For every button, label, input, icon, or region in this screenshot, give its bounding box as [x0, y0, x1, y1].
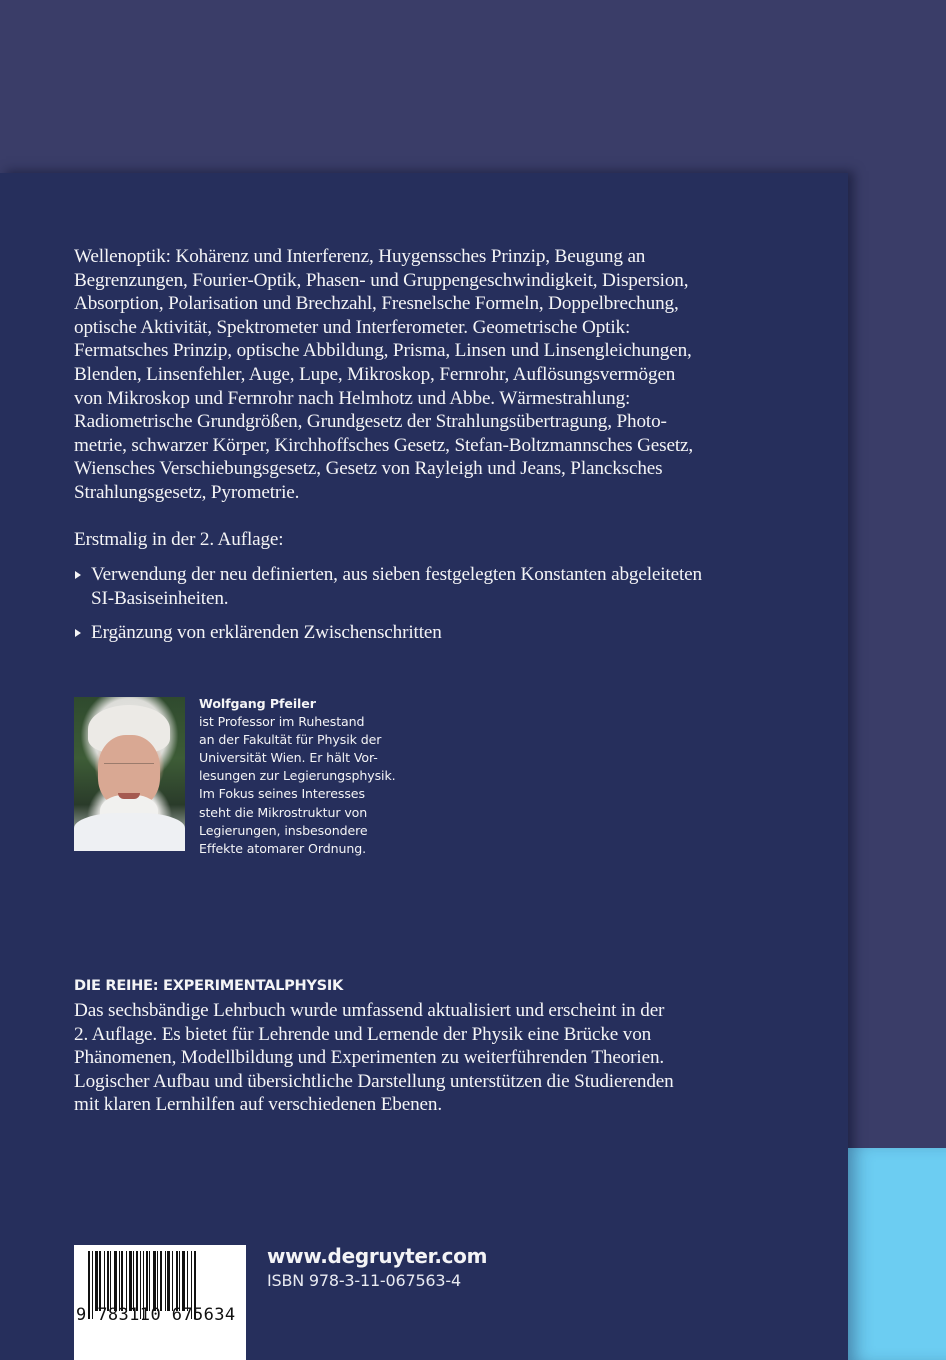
- description-line: metrie, schwarzer Körper, Kirchhoffsches Gesetz, Stefan-Boltzmannsches Gesetz,: [74, 434, 694, 456]
- isbn-label: ISBN 978-3-11-067563-4: [267, 1271, 461, 1290]
- list-item-text: SI-Basiseinheiten.: [91, 587, 229, 609]
- new-edition-heading: Erstmalig in der 2. Auflage:: [74, 529, 284, 550]
- author-bio-line: Im Fokus seines Interesses: [199, 786, 365, 802]
- author-photo: [74, 697, 185, 851]
- series-line: 2. Auflage. Es bietet für Lehrende und Lernende der Physik eine Brücke von: [74, 1023, 652, 1045]
- description-line: Radiometrische Grundgrößen, Grundgesetz der Strahlungsübertragung, Photo-: [74, 411, 667, 433]
- photo-mouth: [118, 793, 140, 799]
- series-line: Phänomenen, Modellbildung und Experimenten zu weiterführenden Theorien.: [74, 1047, 665, 1069]
- description-line: Absorption, Polarisation und Brechzahl, Fresnelsche Formeln, Doppelbrechung,: [74, 293, 679, 315]
- list-item-text: Verwendung der neu definierten, aus sieben festgelegten Konstanten abgeleiteten: [91, 564, 702, 585]
- bullet-triangle-icon: [75, 571, 81, 579]
- publisher-url[interactable]: www.degruyter.com: [267, 1244, 488, 1268]
- series-heading: DIE REIHE: EXPERIMENTALPHYSIK: [74, 977, 344, 994]
- description-line: Fermatsches Prinzip, optische Abbildung, Prisma, Linsen und Linsengleichungen,: [74, 340, 692, 362]
- list-item: [74, 563, 784, 610]
- author-bio-line: Effekte atomarer Ordnung.: [199, 840, 367, 856]
- description-line: Wiensches Verschiebungsgesetz, Gesetz von Rayleigh und Jeans, Plancksches: [74, 458, 663, 480]
- description-line: optische Aktivität, Spektrometer und Interferometer. Geometrische Optik:: [74, 316, 631, 338]
- author-bio: [199, 695, 399, 858]
- author-bio-line: Legierungen, insbesondere: [199, 822, 368, 838]
- description-line: Begrenzungen, Fourier-Optik, Phasen- und Gruppengeschwindigkeit, Dispersion,: [74, 269, 689, 291]
- bullet-triangle-icon: [75, 629, 81, 637]
- description-line: Strahlungsgesetz, Pyrometrie.: [74, 481, 300, 503]
- barcode-digits: 9 783110 675634: [76, 1305, 236, 1325]
- new-edition-list: [74, 563, 784, 656]
- series-line: Das sechsbändige Lehrbuch wurde umfassend aktualisiert und erscheint in der: [74, 1000, 665, 1021]
- description-line: Blenden, Linsenfehler, Auge, Lupe, Mikroskop, Fernrohr, Auflösungsvermögen: [74, 363, 676, 385]
- photo-glasses: [104, 763, 154, 774]
- author-bio-line: Universität Wien. Er hält Vor-: [199, 750, 378, 766]
- series-line: Logischer Aufbau und übersichtliche Darstellung unterstützen die Studierenden: [74, 1070, 674, 1092]
- barcode: [74, 1245, 246, 1360]
- series-paragraph: [74, 999, 794, 1117]
- author-name: Wolfgang Pfeiler: [199, 696, 316, 711]
- accent-block: [848, 1148, 946, 1360]
- series-line: mit klaren Lernhilfen auf verschiedenen Ebenen.: [74, 1094, 443, 1116]
- author-bio-line: steht die Mikrostruktur von: [199, 804, 368, 820]
- description-line: von Mikroskop und Fernrohr nach Helmhotz und Abbe. Wärmestrahlung:: [74, 387, 631, 409]
- description-line: Wellenoptik: Kohärenz und Interferenz, Huygenssches Prinzip, Beugung an: [74, 246, 646, 267]
- list-item-text: Ergänzung von erklärenden Zwischenschritten: [91, 622, 442, 644]
- photo-shirt: [74, 813, 185, 851]
- description-paragraph: [74, 245, 774, 505]
- list-item: [74, 621, 784, 645]
- author-bio-line: an der Fakultät für Physik der: [199, 732, 382, 748]
- author-bio-line: ist Professor im Ruhestand: [199, 714, 365, 730]
- author-bio-line: lesungen zur Legierungsphysik.: [199, 768, 396, 784]
